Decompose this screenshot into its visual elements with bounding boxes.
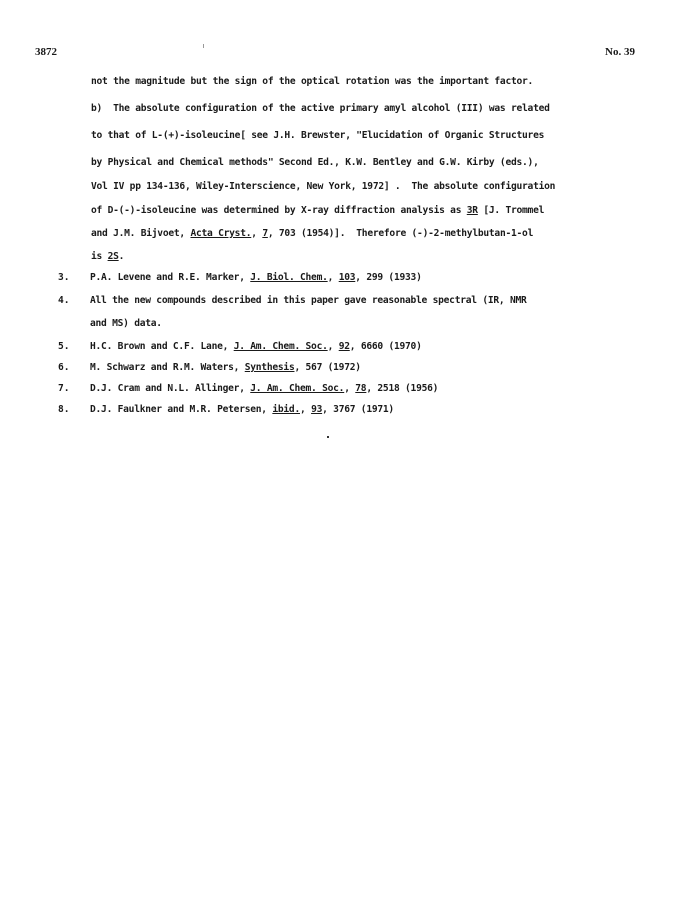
- page-number: 3872: [35, 46, 57, 58]
- reference-text: M. Schwarz and R.M. Waters, Synthesis, 567 (1972): [90, 362, 361, 373]
- reference-text: H.C. Brown and C.F. Lane, J. Am. Chem. Soc., 92, 6660 (1970): [90, 341, 422, 352]
- scan-speck: [327, 436, 329, 438]
- paragraph-line: b) The absolute configuration of the active primary amyl alcohol (III) was related: [91, 103, 550, 114]
- issue-number: No. 39: [605, 46, 635, 58]
- paragraph-line: by Physical and Chemical methods" Second Ed., K.W. Bentley and G.W. Kirby (eds.),: [91, 157, 539, 168]
- paragraph-line: to that of L-(+)-isoleucine[ see J.H. Brewster, "Elucidation of Organic Structures: [91, 130, 545, 141]
- paragraph-line: Vol IV pp 134-136, Wiley-Interscience, New York, 1972] . The absolute configuration: [91, 181, 556, 192]
- reference-text: and MS) data.: [90, 318, 162, 329]
- paragraph-line: and J.M. Bijvoet, Acta Cryst., 7, 703 (1954)]. Therefore (-)-2-methylbutan-1-ol: [91, 228, 534, 239]
- reference-text: P.A. Levene and R.E. Marker, J. Biol. Chem., 103, 299 (1933): [90, 272, 422, 283]
- reference-number: 8.: [58, 404, 70, 415]
- reference-number: 4.: [58, 295, 70, 306]
- reference-text: D.J. Cram and N.L. Allinger, J. Am. Chem. Soc., 78, 2518 (1956): [90, 383, 439, 394]
- scan-mark: [203, 44, 204, 48]
- paragraph-line: of D-(-)-isoleucine was determined by X-ray diffraction analysis as 3R [J. Trommel: [91, 205, 545, 216]
- reference-number: 5.: [58, 341, 70, 352]
- reference-number: 7.: [58, 383, 70, 394]
- reference-text: D.J. Faulkner and M.R. Petersen, ibid., 93, 3767 (1971): [90, 404, 394, 415]
- reference-number: 6.: [58, 362, 70, 373]
- paragraph-line: is 2S.: [91, 251, 125, 262]
- reference-text: All the new compounds described in this paper gave reasonable spectral (IR, NMR: [90, 295, 527, 306]
- paragraph-line: not the magnitude but the sign of the optical rotation was the important factor.: [91, 76, 534, 87]
- reference-number: 3.: [58, 272, 70, 283]
